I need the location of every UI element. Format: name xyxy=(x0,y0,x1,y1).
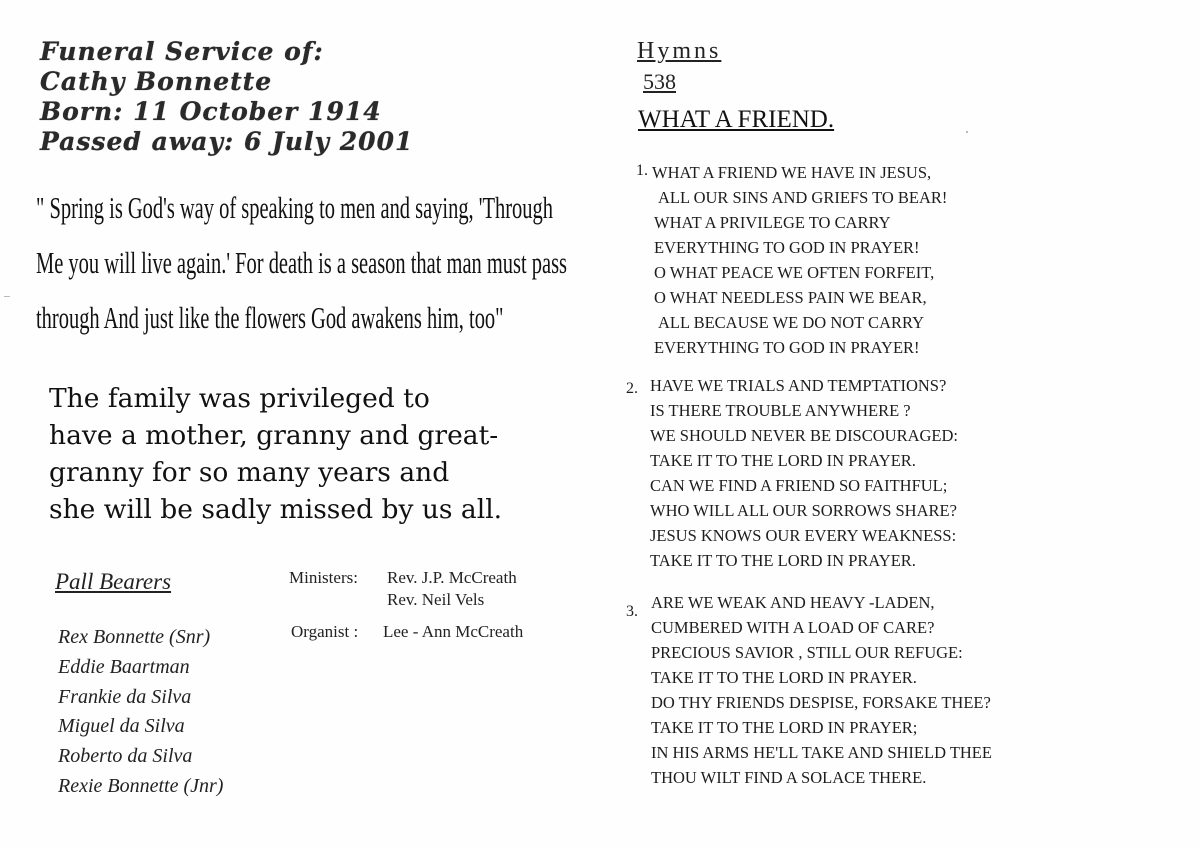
verse-2 xyxy=(650,373,958,573)
death-date: Passed away: 6 July 2001 xyxy=(40,127,414,156)
verse-line: CUMBERED WITH A LOAD OF CARE? xyxy=(651,618,935,637)
verse-line: CAN WE FIND A FRIEND SO FAITHFUL; xyxy=(650,476,948,495)
verse-line: PRECIOUS SAVIOR , STILL OUR REFUGE: xyxy=(651,643,963,662)
verse-number: 3. xyxy=(626,603,638,620)
service-title: Funeral Service of: xyxy=(40,37,324,66)
verse-line: TAKE IT TO THE LORD IN PRAYER. xyxy=(651,668,917,687)
family-line: granny for so many years and xyxy=(49,457,450,488)
verse-line: EVERYTHING TO GOD IN PRAYER! xyxy=(654,238,920,257)
hymn-number: 538 xyxy=(643,69,676,94)
pall-bearer-name: Rex Bonnette (Snr) xyxy=(58,626,211,648)
hymns-heading: Hymns xyxy=(637,38,722,64)
verse-1 xyxy=(652,160,947,360)
minister-name: Rev. J.P. McCreath xyxy=(387,568,517,587)
organist-label: Organist : xyxy=(291,622,359,641)
scan-speck xyxy=(966,131,968,133)
verse-line: DO THY FRIENDS DESPISE, FORSAKE THEE? xyxy=(651,693,991,712)
verse-line: EVERYTHING TO GOD IN PRAYER! xyxy=(654,338,920,357)
family-message xyxy=(49,380,502,528)
pall-bearers-list xyxy=(58,622,223,801)
verse-number: 1. xyxy=(636,162,648,179)
verse-line: ALL OUR SINS AND GRIEFS TO BEAR! xyxy=(658,188,948,207)
pall-bearers-heading: Pall Bearers xyxy=(55,569,172,594)
service-header xyxy=(40,37,413,157)
pall-bearer-name: Frankie da Silva xyxy=(58,685,192,708)
verse-line: TAKE IT TO THE LORD IN PRAYER. xyxy=(650,551,916,570)
scan-speck xyxy=(4,296,10,297)
verse-line: WHAT A FRIEND WE HAVE IN JESUS, xyxy=(652,163,932,182)
pall-bearer-name: Eddie Baartman xyxy=(58,655,190,678)
deceased-name: Cathy Bonnette xyxy=(40,67,273,96)
spring-quote xyxy=(36,180,567,345)
verse-line: THOU WILT FIND A SOLACE THERE. xyxy=(651,768,927,787)
minister-name: Rev. Neil Vels xyxy=(387,590,485,609)
verse-line: JESUS KNOWS OUR EVERY WEAKNESS: xyxy=(650,526,957,545)
verse-line: O WHAT PEACE WE OFTEN FORFEIT, xyxy=(654,263,935,282)
family-line: she will be sadly missed by us all. xyxy=(49,494,503,525)
family-line: have a mother, granny and great- xyxy=(49,420,499,451)
quote-line: Me you will live again.' For death is a season that man must pass xyxy=(36,245,568,280)
verse-line: ARE WE WEAK AND HEAVY -LADEN, xyxy=(651,593,935,612)
verse-line: ALL BECAUSE WE DO NOT CARRY xyxy=(658,313,924,332)
verse-line: IN HIS ARMS HE'LL TAKE AND SHIELD THEE xyxy=(651,743,992,762)
verse-number: 2. xyxy=(626,380,638,397)
verse-line: TAKE IT TO THE LORD IN PRAYER; xyxy=(651,718,918,737)
verse-line: IS THERE TROUBLE ANYWHERE ? xyxy=(650,401,911,420)
birth-date: Born: 11 October 1914 xyxy=(40,97,382,126)
family-line: The family was privileged to xyxy=(49,383,430,414)
quote-line: through And just like the flowers God awakens him, too" xyxy=(36,300,504,335)
verse-line: WHAT A PRIVILEGE TO CARRY xyxy=(654,213,891,232)
hymn-title: WHAT A FRIEND. xyxy=(638,106,835,133)
organist-name: Lee - Ann McCreath xyxy=(383,622,524,641)
verse-3 xyxy=(651,590,992,790)
quote-line: " Spring is God's way of speaking to men and saying, 'Through xyxy=(36,190,553,225)
ministers-label: Ministers: xyxy=(289,568,358,587)
pall-bearer-name: Roberto da Silva xyxy=(58,745,193,768)
verse-line: O WHAT NEEDLESS PAIN WE BEAR, xyxy=(654,288,927,307)
verse-line: HAVE WE TRIALS AND TEMPTATIONS? xyxy=(650,376,947,395)
verse-line: WE SHOULD NEVER BE DISCOURAGED: xyxy=(650,426,958,445)
verse-line: WHO WILL ALL OUR SORROWS SHARE? xyxy=(650,501,957,520)
pall-bearer-name: Miguel da Silva xyxy=(58,715,185,738)
pall-bearer-name: Rexie Bonnette (Jnr) xyxy=(58,774,224,797)
verse-line: TAKE IT TO THE LORD IN PRAYER. xyxy=(650,451,916,470)
